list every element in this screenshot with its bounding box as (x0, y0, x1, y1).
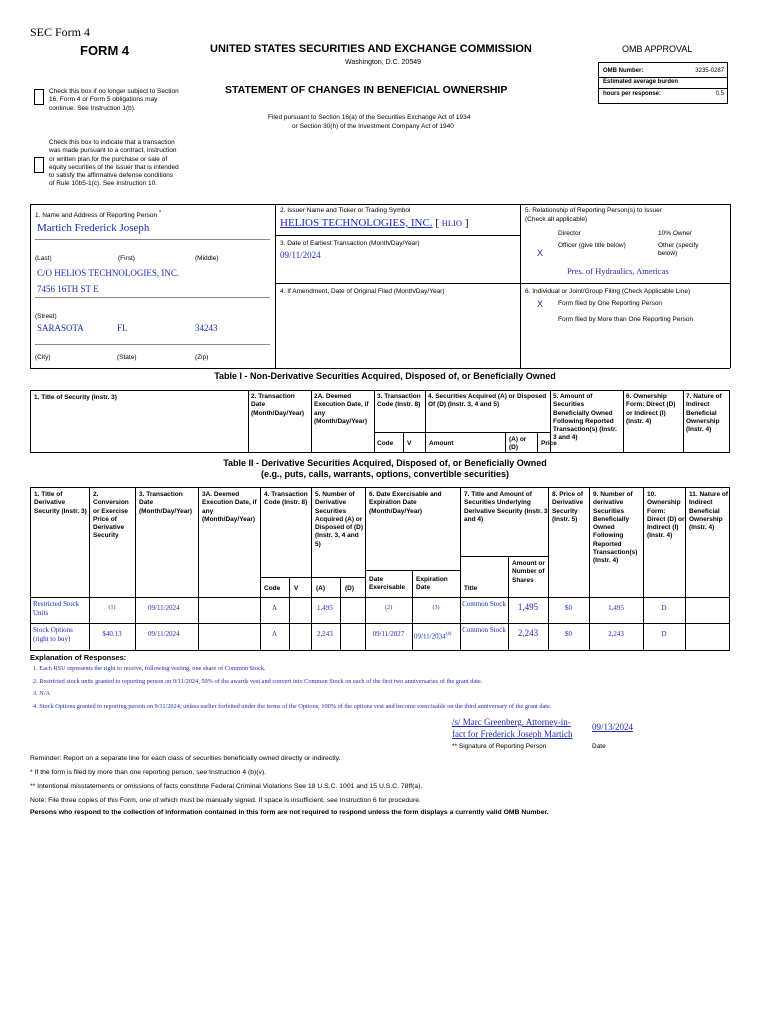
date-label: Date (592, 743, 606, 750)
row1-code: A (271, 604, 278, 612)
statement-title: STATEMENT OF CHANGES IN BENEFICIAL OWNERSHIP (225, 84, 508, 96)
row1-security: Restricted Stock Units (33, 600, 80, 617)
row2-acquired: 2,243 (317, 630, 333, 638)
t1-col4-header: 4. Securities Acquired (A) or Disposed Of (D) (Instr. 3, 4 and 5) (428, 393, 547, 409)
box4-label: 4. If Amendment, Date of Original Filed (Month/Day/Year) (280, 288, 445, 295)
t1-aord-header: (A) or (D) (509, 436, 527, 452)
state-value: FL (117, 323, 128, 333)
city-label: (City) (35, 354, 51, 361)
officer-label: Officer (give title below) (558, 242, 626, 249)
signature: /s/ Marc Greenberg, Attorney-in- fact for Frederick Joseph Martich (452, 717, 573, 739)
t2-col9-header: 9. Number of derivative Securities Beneficially Owned Following Reported Transaction(s) (Instr. 4) (593, 491, 638, 565)
one-person-x-mark[interactable]: X (537, 299, 544, 309)
row2-conversion-price: $40.13 (102, 630, 122, 638)
checkbox2-text: Check this box to indicate that a transaction was made pursuant to a contract, instruction or written plan for the purchase or sale of equity securities of the issuer that is intended to satisfy the affirmative defense conditions of Rule 10b5-1(c). See Instruction 10. (49, 139, 179, 188)
t2-amount-header: Amount or Number of Shares (512, 560, 545, 584)
row2-owned: 2,243 (608, 630, 624, 638)
other-label: Other (specify below) (658, 242, 699, 258)
t1-col2a-header: 2A. Deemed Execution Date, if any (Month/Day/Year) (314, 393, 369, 425)
star-note: * If the form is filed by more than one reporting person, see Instruction 4 (b)(v). (30, 769, 267, 776)
omb-box (598, 62, 728, 104)
state-label: (State) (117, 354, 137, 361)
box5-label: 5. Relationship of Reporting Person(s) to Issuer (525, 207, 662, 214)
table1-title: Table I - Non-Derivative Securities Acquired, Disposed of, or Beneficially Owned (214, 371, 556, 381)
omb-title: OMB APPROVAL (622, 44, 693, 54)
t2-expiration-header: Expiration Date (416, 576, 448, 592)
ticker: HLIO (441, 218, 463, 228)
t2-col10-header: 10. Ownership Form: Direct (D) or Indirect (I) (Instr. 4) (647, 491, 685, 540)
last-label: (Last) (35, 255, 52, 262)
more-persons-label: Form filed by More than One Reporting Person (558, 316, 694, 323)
row2-amount: 2,243 (517, 628, 539, 638)
row1-amount: 1,495 (517, 602, 539, 612)
t1-col2-header: 2. Transaction Date (Month/Day/Year) (251, 393, 305, 417)
box2-label: 2. Issuer Name and Ticker or Trading Symbol (280, 207, 411, 214)
earliest-transaction-date: 09/11/2024 (280, 250, 321, 260)
box1-label: 1. Name and Address of Reporting Person * (35, 210, 162, 220)
checkbox1-text: Check this box if no longer subject to Section 16. Form 4 or Form 5 obligations may continue. See Instruction 1(b). (49, 88, 179, 112)
t1-col3-header: 3. Transaction Code (Instr. 8) (377, 393, 421, 409)
address-line-2: 7456 16TH ST E (37, 284, 99, 294)
t2-code-header: Code (264, 585, 281, 592)
issuer-line: HELIOS TECHNOLOGIES, INC. [ HLIO ] (280, 217, 469, 229)
no-longer-subject-checkbox[interactable] (34, 89, 44, 105)
footnote-1: 1. Each RSU represents the right to receive, following vesting, one share of Common Stock. (33, 665, 266, 672)
omb-hours-value: 0.5 (715, 91, 724, 97)
t1-col7-header: 7. Nature of Indirect Beneficial Ownership (Instr. 4) (686, 393, 722, 434)
row1-conversion-price: (1) (108, 605, 116, 611)
t1-col5-header: 5. Amount of Securities Beneficially Owned Following Reported Transaction(s) (Instr. 3 and 4) (553, 393, 617, 442)
box6-label: 6. Individual or Joint/Group Filing (Check Applicable Line) (525, 288, 691, 295)
commission-title: UNITED STATES SECURITIES AND EXCHANGE COMMISSION (210, 43, 532, 55)
filed-line-2: or Section 30(h) of the Investment Company Act of 1940 (292, 123, 454, 130)
t2-col3-header: 3. Transaction Date (Month/Day/Year) (139, 491, 193, 515)
omb-number-value: 3235-0287 (695, 68, 724, 74)
address-line-1: C/O HELIOS TECHNOLOGIES, INC. (37, 268, 180, 278)
row2-security: Stock Options (right to buy) (33, 626, 73, 643)
t2-col5-header: 5. Number of Derivative Securities Acquired (A) or Disposed of (D) (Instr. 3, 4 and 5) (315, 491, 364, 548)
middle-label: (Middle) (195, 255, 219, 262)
explanation-label: Explanation of Responses: (30, 653, 127, 662)
t2-date-exercisable-header: Date Exercisable (369, 576, 406, 592)
row2-title: Common Stock (462, 626, 506, 634)
reporting-person-name: Martich Frederick Joseph (37, 222, 150, 234)
row1-expiration: (3) (432, 605, 440, 611)
table2-title-1: Table II - Derivative Securities Acquired, Disposed of, or Beneficially Owned (223, 458, 547, 468)
row1-acquired: 1,495 (317, 604, 333, 612)
officer-x-mark[interactable]: X (537, 248, 544, 258)
t2-col1-header: 1. Title of Derivative Security (Instr. 3) (34, 491, 87, 515)
signature-date: 09/13/2024 (592, 722, 634, 732)
row2-form: D (661, 630, 667, 638)
rule-10b5-checkbox[interactable] (34, 157, 44, 173)
zip-label: (Zip) (195, 354, 209, 361)
filed-line-1: Filed pursuant to Section 16(a) of the Securities Exchange Act of 1934 (268, 114, 471, 121)
t1-col1-header: 1. Title of Security (Instr. 3) (34, 394, 117, 401)
t2-col8-header: 8. Price of Derivative Security (Instr. 5) (552, 491, 584, 523)
director-label: Director (558, 230, 581, 237)
row2-price: $0 (565, 630, 572, 638)
omb-hours-label: hours per response: (603, 91, 662, 97)
sec-form-label: SEC Form 4 (30, 25, 91, 39)
footnote-3: 3. N/A (33, 690, 51, 697)
footnote-4: 4. Stock Options granted to reporting person on 9/11/2024; unless earlier forfeited under the terms of the Options, 100% of the options vest and become exercisable on the third anniversary of the grant date. (33, 703, 552, 710)
t2-col2-header: 2. Conversion or Exercise Price of Derivative Security (93, 491, 129, 540)
t2-title-header: Title (464, 585, 478, 592)
t1-code-header: Code (377, 440, 394, 447)
signature-label: ** Signature of Reporting Person (452, 743, 547, 750)
t2-col3a-header: 3A. Deemed Execution Date, if any (Month/Day/Year) (202, 491, 257, 523)
row1-date: 09/11/2024 (148, 604, 180, 612)
t2-col11-header: 11. Nature of Indirect Beneficial Ownership (Instr. 4) (689, 491, 729, 532)
t1-amount-header: Amount (429, 440, 454, 447)
t2-v-header: V (294, 585, 299, 592)
t1-col6-header: 6. Ownership Form: Direct (D) or Indirect (I) (Instr. 4) (626, 393, 676, 425)
one-person-label: Form filed by One Reporting Person (558, 300, 663, 307)
box5-sub: (Check all applicable) (525, 216, 588, 223)
box3-label: 3. Date of Earliest Transaction (Month/Day/Year) (280, 240, 420, 247)
street-label: (Street) (35, 313, 57, 320)
zip-value: 34243 (195, 323, 218, 333)
row1-price: $0 (565, 604, 572, 612)
footnote-2: 2. Restricted stock units granted to reporting person on 9/11/2024, 50% of the awards vest and convert into Common Stock on each of the first two anniversaries of the grant date. (33, 678, 483, 685)
row1-owned: 1,495 (608, 604, 624, 612)
first-label: (First) (118, 255, 135, 262)
t2-col4-header: 4. Transaction Code (Instr. 8) (264, 491, 308, 507)
omb-number-label: OMB Number: (603, 68, 644, 74)
ten-pct-owner-label: 10% Owner (658, 230, 692, 237)
t2-a-header: (A) (316, 585, 326, 592)
row1-title: Common Stock (462, 600, 506, 608)
omb-burden-label: Estimated average burden (603, 79, 679, 85)
t2-d-header: (D) (345, 585, 355, 592)
double-star-note: ** Intentional misstatements or omissions of facts constitute Federal Criminal Violations See 18 U.S.C. 1001 and 15 U.S.C. 78ff(a). (30, 783, 423, 790)
form-title: FORM 4 (80, 43, 130, 58)
t2-col7-header: 7. Title and Amount of Securities Underlying Derivative Security (Instr. 3 and 4) (464, 491, 548, 523)
t2-col6-header: 6. Date Exercisable and Expiration Date (Month/Day/Year) (369, 491, 442, 515)
issuer-name[interactable]: HELIOS TECHNOLOGIES, INC. (280, 217, 433, 229)
row2-date: 09/11/2024 (148, 630, 180, 638)
location: Washington, D.C. 20549 (345, 59, 422, 66)
officer-title: Pres. of Hydraulics, Americas (567, 266, 669, 276)
t1-price-header: Price (541, 440, 557, 447)
row2-code: A (271, 630, 278, 638)
row2-exercisable: 09/11/2027 (372, 630, 405, 638)
city-value: SARASOTA (37, 323, 84, 333)
reminder: Reminder: Report on a separate line for each class of securities beneficially owned directly or indirectly. (30, 755, 341, 762)
table2-title-2: (e.g., puts, calls, warrants, options, convertible securities) (260, 469, 510, 479)
persons-note: Persons who respond to the collection of information contained in this form are not required to respond unless the form displays a currently valid OMB Number. (30, 809, 549, 816)
row1-exercisable: (2) (385, 605, 392, 611)
row1-form: D (661, 604, 667, 612)
row2-expiration: 09/11/2034$^{(4)}$ (414, 632, 452, 641)
note: Note: File three copies of this Form, one of which must be manually signed. If space is insufficient, see Instruction 6 for procedure. (30, 797, 421, 804)
t1-v-header: V (407, 440, 412, 447)
